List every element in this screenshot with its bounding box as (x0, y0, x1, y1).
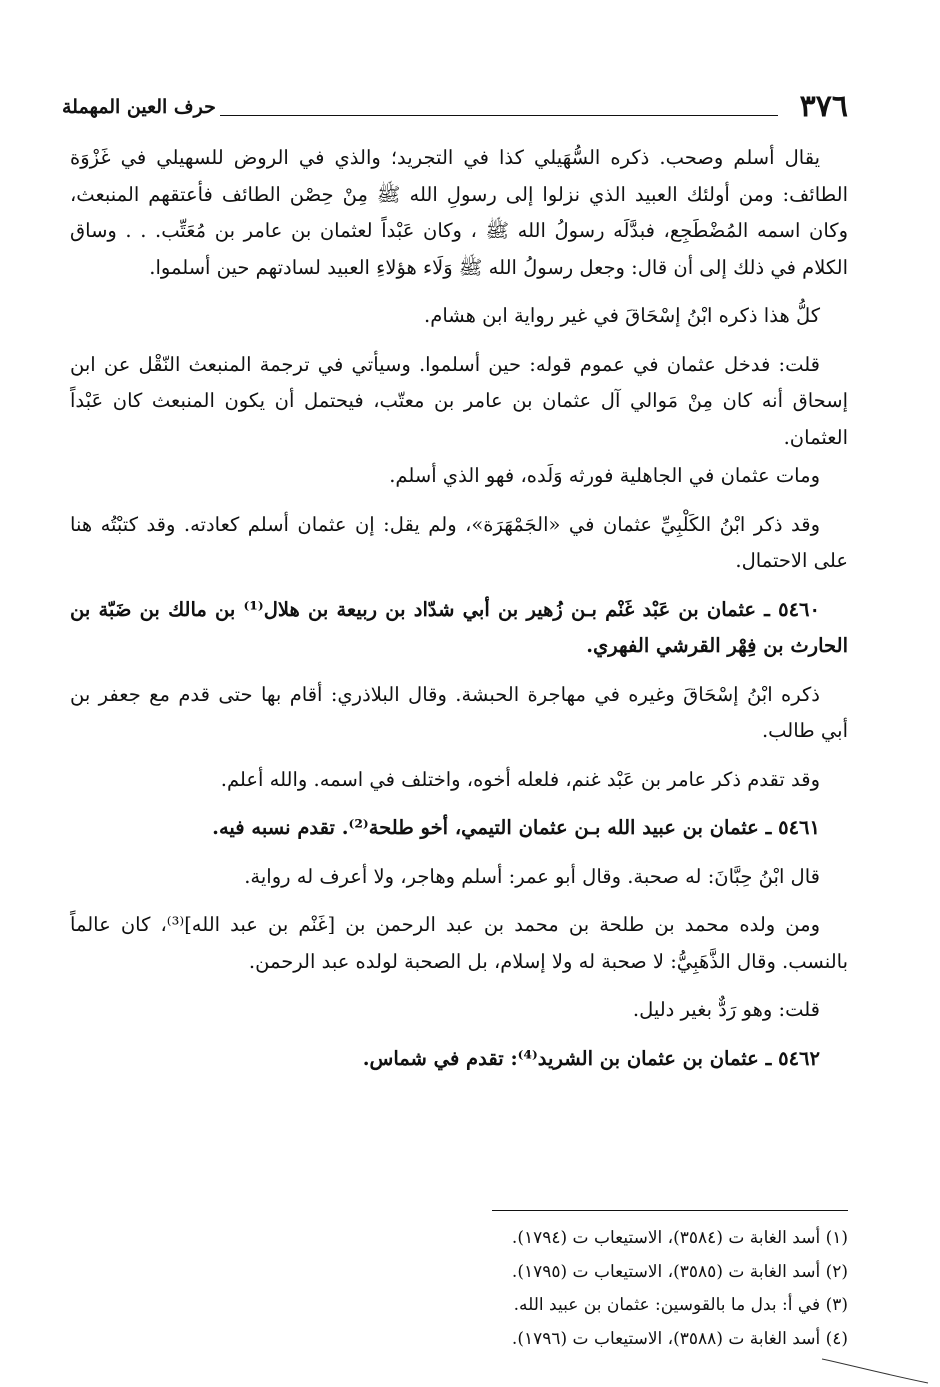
paragraph-amir-note: وقد تقدم ذكر عامر بن عَبْد غنم، فلعله أخوه، واختلف في اسمه. والله أعلم. (220, 767, 820, 791)
page-header (62, 88, 848, 126)
footnote-2: (٢) أسد الغابة ت (٣٥٨٥)، الاستيعاب ت (١٧٩٥). (511, 1261, 848, 1282)
entry-5460-heading: ٥٤٦٠ ـ عثمان بن عَبْد غَنْم بـن زُهير بن أبي شدّاد بن ربيعة بن هلال⁽¹⁾ بن مالك بن ضَبّة بن الحارث بن فِهْر القرشي الفهري. (70, 597, 848, 657)
main-text (70, 140, 848, 1077)
paragraph-comment: قلت: فدخل عثمان في عموم قوله: حين أسلموا. وسيأتي في ترجمة المنبعث النّقْل عن ابن إسحاق أنه كان مِنْ مَوالي آل عثمان بن عامر بن معتّب، فيحتمل أن يكون المنبعث كان عَبْداً العثمان. (70, 352, 848, 449)
running-title: حرف العين المهملة (62, 96, 216, 118)
paragraph-habasha: ذكره ابْنُ إسْحَاقَ وغيره في مهاجرة الحبشة. وقال البلاذري: أقام بها حتى قدم مع جعفر بن أبي طالب. (70, 682, 848, 742)
scan-mark-line (820, 1355, 930, 1385)
paragraph-ibn-ishaq-note: كلُّ هذا ذكره ابْنُ إسْحَاقَ في غير رواية ابن هشام. (424, 304, 820, 327)
paragraph-kalbi-note: وقد ذكر ابْنُ الكَلْبِيِّ عثمان في «الجَمْهَرَة»، ولم يقل: إن عثمان أسلم كعادته. وقد كتبْتُه هنا على الاحتمال. (70, 512, 848, 572)
footnote-separator (492, 1210, 848, 1211)
entry-5461-heading: ٥٤٦١ ـ عثمان بن عبيد الله بـن عثمان التيمي، أخو طلحة⁽²⁾. تقدم نسبه فيه. (212, 816, 820, 839)
paragraph-ibn-hibban: قال ابْنُ حِبَّانَ: له صحبة. وقال أبو عمر: أسلم وهاجر، ولا أعرف له رواية. (244, 864, 820, 888)
paragraph-death-note: ومات عثمان في الجاهلية فورثه وَلَده، فهو الذي أسلم. (389, 464, 820, 487)
paragraph-descendants: ومن ولده محمد بن طلحة بن محمد بن عبد الرحمن بن [غَنْم بن عبد الله]⁽³⁾، كان عالماً بالنسب. وقال الذَّهَبِيُّ: لا صحبة له ولا إسلام، بل الصحبة لولده عبد الرحمن. (70, 913, 848, 973)
paragraph-rebuttal: قلت: وهو رَدٌّ بغير دليل. (632, 998, 820, 1021)
entry-5462-heading: ٥٤٦٢ ـ عثمان بن عثمان بن الشريد⁽⁴⁾: تقدم في شماس. (362, 1046, 820, 1070)
footnote-1: (١) أسد الغابة ت (٣٥٨٤)، الاستيعاب ت (١٧٩٤). (511, 1228, 848, 1248)
footnote-3: (٣) في أ: بدل ما بالقوسين: عثمان بن عبيد الله. (513, 1295, 848, 1315)
footnotes (70, 1222, 848, 1356)
footnote-4: (٤) أسد الغابة ت (٣٥٨٨)، الاستيعاب ت (١٧٩٦). (511, 1328, 848, 1349)
page-number: ٣٧٦ (799, 89, 848, 124)
paragraph-intro: يقال أسلم وصحب. ذكره السُّهَيلي كذا في التجريد؛ والذي في الروض للسهيلي في غَزْوَة الطائف: ومن أولئك العبيد الذي نزلوا إلى رسولِ الله ﷺ مِنْ حِصْن الطائف فأعتقهم المنبعث، وكان اسمه المُضْطَجِع، فبدَّلَه رسولُ الله ﷺ ، وكان عَبْداً لعثمان بن عامر بن مُعَتِّب. . . وساق الكلام في ذلك إلى أن قال: وجعل رسولُ الله ﷺ وَلَاء هؤلاءِ العبيد لسادتهم حين أسلموا. (70, 146, 848, 279)
header-rule (220, 115, 778, 116)
